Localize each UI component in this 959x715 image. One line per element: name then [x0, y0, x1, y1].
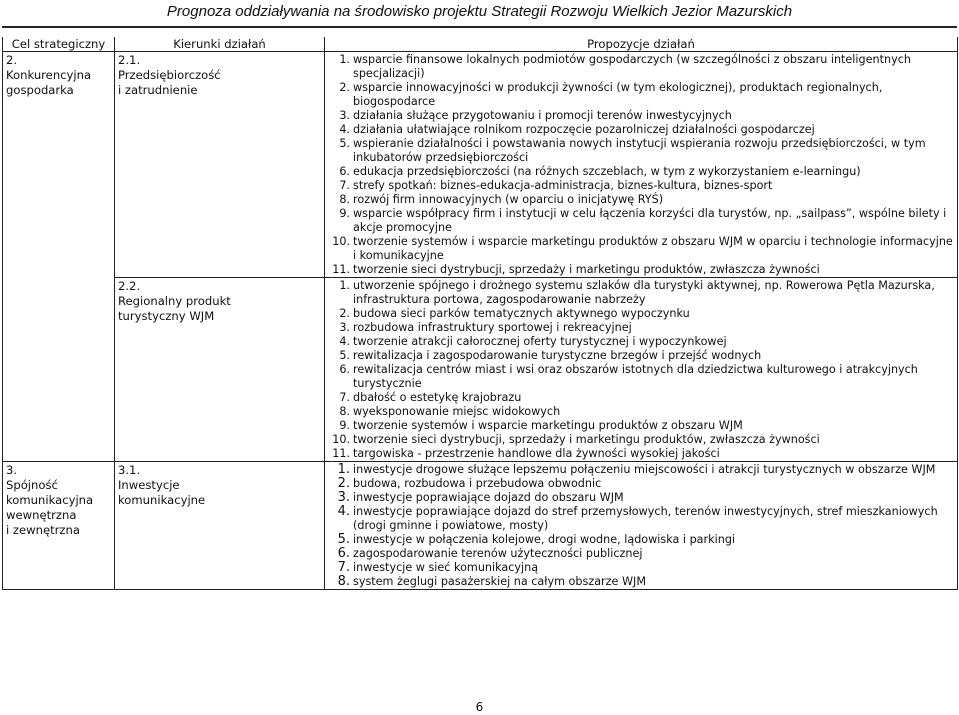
- list-item: [328, 321, 954, 335]
- list-item-number: 8.: [339, 193, 350, 206]
- list-item-number: 2.: [337, 476, 350, 491]
- list-item: [328, 561, 954, 575]
- list-item-text: budowa sieci parków tematycznych aktywnego wypoczynku: [353, 307, 690, 320]
- list-item-number: 11.: [332, 447, 350, 460]
- list-item-number: 2.: [339, 81, 350, 94]
- list-item: [328, 363, 954, 391]
- list-item-text: wyeksponowanie miejsc widokowych: [353, 405, 561, 418]
- list-item-number: 7.: [337, 560, 350, 575]
- list-item: [328, 165, 954, 179]
- strategy-table: [2, 37, 958, 590]
- table-row: [3, 462, 958, 590]
- list-item-text: edukacja przedsiębiorczości (na różnych szczeblach, w tym z wykorzystaniem e-learningu): [353, 165, 861, 178]
- proposals-cell: [325, 278, 958, 462]
- list-item-number: 9.: [339, 419, 350, 432]
- header-rule: [2, 26, 957, 28]
- list-item-text: strefy spotkań: biznes-edukacja-administracja, biznes-kultura, biznes-sport: [353, 179, 773, 192]
- list-item-number: 3.: [339, 109, 350, 122]
- list-item-number: 6.: [337, 546, 350, 561]
- list-item-number: 10.: [332, 235, 350, 248]
- list-item: [328, 279, 954, 307]
- list-item: [328, 477, 954, 491]
- list-item-number: 2.: [339, 307, 350, 320]
- list-item-number: 7.: [339, 179, 350, 192]
- proposals-cell: [325, 462, 958, 590]
- list-item-text: działania ułatwiające rolnikom rozpoczęcie pozarolniczej działalności gospodarczej: [353, 123, 815, 136]
- list-item-text: rozwój firm innowacyjnych (w oparciu o inicjatywę RYŚ): [353, 193, 664, 206]
- list-item: [328, 547, 954, 561]
- list-item: [328, 491, 954, 505]
- list-item: [328, 179, 954, 193]
- list-item-number: 6.: [339, 363, 350, 376]
- column-header-goal: Cel strategiczny: [3, 37, 115, 52]
- list-item: [328, 263, 954, 277]
- list-item-text: tworzenie systemów i wsparcie marketingu produktów z obszaru WJM: [353, 419, 743, 432]
- list-item: [328, 235, 954, 263]
- list-item: [328, 433, 954, 447]
- list-item: [328, 109, 954, 123]
- list-item-text: inwestycje drogowe służące lepszemu połączeniu miejscowości i atrakcji turystycznych w obszarze WJM: [353, 463, 936, 476]
- list-item-number: 8.: [339, 405, 350, 418]
- list-item-number: 3.: [337, 490, 350, 505]
- list-item-text: budowa, rozbudowa i przebudowa obwodnic: [353, 477, 602, 490]
- list-item: [328, 335, 954, 349]
- list-item-number: 11.: [332, 263, 350, 276]
- list-item: [328, 193, 954, 207]
- list-item-number: 8.: [337, 574, 350, 589]
- list-item-text: wspieranie działalności i powstawania nowych instytucji wspierania rozwoju przedsiębiorczości, w tym inkubatorów przedsiębiorczości: [353, 137, 926, 164]
- list-item: [328, 447, 954, 461]
- list-item-text: inwestycje poprawiające dojazd do obszaru WJM: [353, 491, 624, 504]
- list-item: [328, 575, 954, 589]
- list-item-number: 4.: [337, 504, 350, 519]
- list-item-number: 1.: [339, 279, 350, 292]
- list-item-text: inwestycje w sieć komunikacyjną: [353, 561, 539, 574]
- list-item-text: rewitalizacja i zagospodarowanie turystyczne brzegów i przejść wodnych: [353, 349, 762, 362]
- list-item: [328, 391, 954, 405]
- list-item-text: wsparcie finansowe lokalnych podmiotów gospodarczych (w szczególności z obszaru inteligentnych specjalizacji): [353, 53, 911, 80]
- strategic-goal-cell: [3, 278, 115, 462]
- list-item-number: 3.: [339, 321, 350, 334]
- proposals-list: [328, 53, 954, 277]
- list-item-number: 1.: [339, 53, 350, 66]
- list-item-number: 9.: [339, 207, 350, 220]
- list-item: [328, 505, 954, 533]
- list-item-number: 5.: [339, 349, 350, 362]
- list-item-number: 4.: [339, 123, 350, 136]
- table-row: [3, 52, 958, 278]
- strategic-goal-cell: 2. Konkurencyjna gospodarka: [3, 52, 115, 278]
- list-item-number: 1.: [337, 462, 350, 477]
- list-item-text: tworzenie sieci dystrybucji, sprzedaży i marketingu produktów, zwłaszcza żywności: [353, 263, 820, 276]
- list-item: [328, 533, 954, 547]
- column-header-proposals: Propozycje działań: [325, 37, 958, 52]
- direction-cell: 2.1. Przedsiębiorczość i zatrudnienie: [115, 52, 325, 278]
- list-item-text: wsparcie współpracy firm i instytucji w celu łączenia korzyści dla turystów, np. „sailpass”, wspólne bilety i akcje promocyjne: [353, 207, 947, 234]
- document-title: Prognoza oddziaływania na środowisko projektu Strategii Rozwoju Wielkich Jezior Mazurskich: [166, 3, 793, 20]
- list-item: [328, 53, 954, 81]
- column-header-direction: Kierunki działań: [115, 37, 325, 52]
- list-item-text: targowiska - przestrzenie handlowe dla żywności wysokiej jakości: [353, 447, 720, 460]
- direction-cell: 3.1. Inwestycje komunikacyjne: [115, 462, 325, 590]
- list-item: [328, 81, 954, 109]
- list-item-text: dbałość o estetykę krajobrazu: [353, 391, 522, 404]
- list-item-text: inwestycje poprawiające dojazd do stref przemysłowych, terenów inwestycyjnych, stref mieszkaniowych (drogi gminne i powiatowe, mosty): [353, 505, 938, 532]
- document-header: [0, 0, 959, 34]
- list-item: [328, 307, 954, 321]
- list-item-number: 4.: [339, 335, 350, 348]
- list-item-text: zagospodarowanie terenów użyteczności publicznej: [353, 547, 643, 560]
- list-item-text: tworzenie sieci dystrybucji, sprzedaży i marketingu produktów, zwłaszcza żywności: [353, 433, 820, 446]
- list-item-text: tworzenie systemów i wsparcie marketingu produktów z obszaru WJM w oparciu i technologie informacyjne i komunikacyjne: [353, 235, 953, 262]
- list-item: [328, 137, 954, 165]
- list-item: [328, 405, 954, 419]
- list-item-number: 5.: [337, 532, 350, 547]
- list-item: [328, 207, 954, 235]
- list-item-text: utworzenie spójnego i drożnego systemu szlaków dla turystyki aktywnej, np. Rowerowa Pętla Mazurska, infrastruktura portowa, zagospodarowanie nabrzeży: [353, 279, 935, 306]
- strategic-goal-cell: 3. Spójność komunikacyjna wewnętrzna i zewnętrzna: [3, 462, 115, 590]
- list-item-text: działania służące przygotowaniu i promocji terenów inwestycyjnych: [353, 109, 732, 122]
- page-number: 6: [475, 700, 484, 714]
- list-item-text: rewitalizacja centrów miast i wsi oraz obszarów istotnych dla dziedzictwa kulturowego i atrakcyjnych turystycznie: [353, 363, 918, 390]
- list-item-text: rozbudowa infrastruktury sportowej i rekreacyjnej: [353, 321, 632, 334]
- list-item: [328, 419, 954, 433]
- direction-cell: 2.2. Regionalny produkt turystyczny WJM: [115, 278, 325, 462]
- list-item-text: tworzenie atrakcji całorocznej oferty turystycznej i wypoczynkowej: [353, 335, 727, 348]
- list-item: [328, 123, 954, 137]
- list-item-text: inwestycje w połączenia kolejowe, drogi wodne, lądowiska i parkingi: [353, 533, 736, 546]
- list-item-number: 5.: [339, 137, 350, 150]
- proposals-list: [328, 463, 954, 589]
- list-item-number: 10.: [332, 433, 350, 446]
- table-header-row: [3, 37, 958, 52]
- list-item: [328, 349, 954, 363]
- list-item-number: 6.: [339, 165, 350, 178]
- table-row: [3, 278, 958, 462]
- list-item-text: wsparcie innowacyjności w produkcji żywności (w tym ekologicznej), produktach regionalnych, biogospodarce: [353, 81, 883, 108]
- list-item-text: system żeglugi pasażerskiej na całym obszarze WJM: [353, 575, 646, 588]
- proposals-list: [328, 279, 954, 461]
- proposals-cell: [325, 52, 958, 278]
- list-item: [328, 463, 954, 477]
- list-item-number: 7.: [339, 391, 350, 404]
